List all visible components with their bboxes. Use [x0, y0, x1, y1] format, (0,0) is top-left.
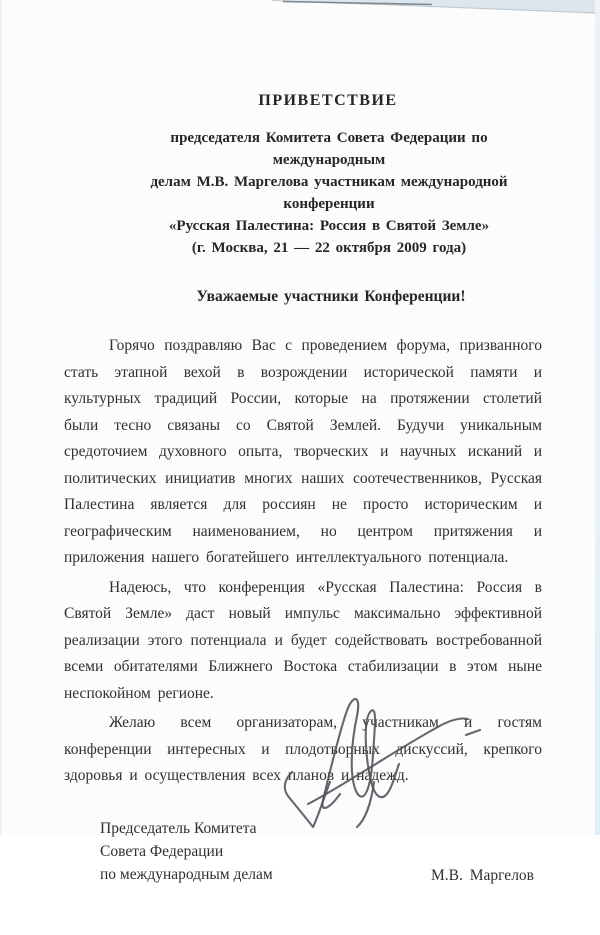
subtitle-line-3: «Русская Палестина: Россия в Святой Земле»	[168, 218, 490, 234]
document-title: ПРИВЕТСТВИЕ	[258, 92, 398, 109]
paragraph-3: Желаю всем организаторам, участникам и гостям конференции интересных и плодотворных дискуссий, крепкого здоровья и осуществления всех планов и надежд.	[64, 714, 542, 784]
position-line-1: Председатель Комитета	[100, 819, 257, 837]
signer-name: М.В. Маргелов	[431, 866, 534, 884]
letter-body	[64, 333, 542, 790]
paragraph-2: Надеюсь, что конференция «Русская Палестина: Россия в Святой Земле» даст новый импульс максимально эффективной реализации этого потенциала и будет содействовать востребованной всеми обитателями Ближнего Востока стабилизации в этом ныне неспокойном регионе.	[64, 578, 542, 702]
subtitle-line-4: (г. Москва, 21 — 22 октября 2009 года)	[191, 240, 467, 256]
paragraph-1: Горячо поздравляю Вас с проведением форума, призванного стать этапной вехой в возрождении исторической памяти и культурных традиций России, которые на протяжении столетий были тесно связаны со Святой Землей. Будучи уникальным средоточием духовного опыта, творческих и научных исканий и политических инициатив многих наших соотечественников, Русская Палестина является для россиян не просто историческим и географическим наименованием, но центром притяжения и приложения нашего богатейшего интеллектуального потенциала.	[64, 337, 542, 566]
signature-block	[64, 815, 542, 935]
salutation: Уважаемые участники Конференции!	[196, 288, 466, 305]
subtitle-line-1: председателя Комитета Совета Федерации по международным	[170, 130, 488, 168]
signer-position	[100, 817, 273, 886]
position-line-3: по международным делам	[100, 865, 273, 883]
subtitle-line-2: делам М.В. Маргелова участникам международной конференции	[150, 174, 508, 212]
position-line-2: Совета Федерации	[100, 842, 224, 860]
document-subtitle	[64, 127, 542, 259]
